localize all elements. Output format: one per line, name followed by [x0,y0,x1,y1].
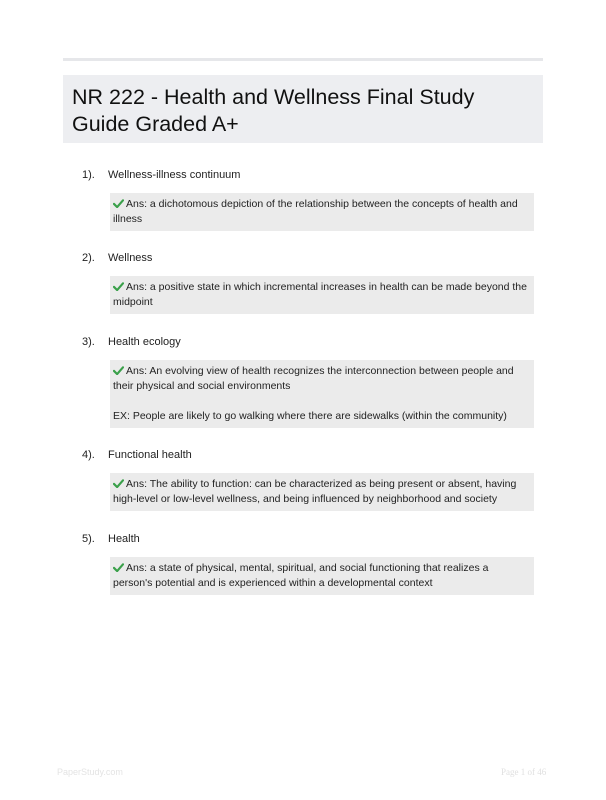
answer-box [110,360,534,428]
answer-box [110,193,534,231]
answer-box [110,473,534,511]
question-number: 5). [82,533,95,545]
question-term: Functional health [108,449,192,461]
answer-text: Ans: The ability to function: can be characterized as being present or absent, having high-level or low-level wellness, and being influenced by neighborhood and society [113,478,517,505]
answer-example: EX: People are likely to go walking where there are sidewalks (within the community) [113,410,507,422]
question-number: 3). [82,336,95,348]
top-divider [63,58,543,61]
question-number: 2). [82,252,95,264]
title-banner [63,75,543,143]
answer-text: Ans: a positive state in which incremental increases in health can be made beyond the midpoint [113,281,527,308]
answer-text: Ans: An evolving view of health recognizes the interconnection between people and their physical and social environments [113,365,514,392]
question-term: Health ecology [108,336,181,348]
question-term: Wellness-illness continuum [108,169,241,181]
page-number: Page 1 of 46 [501,767,547,777]
check-icon [113,479,124,488]
question-number: 4). [82,449,95,461]
answer-box [110,557,534,595]
page-title: NR 222 - Health and Wellness Final Study Guide Graded A+ [72,85,475,136]
check-icon [113,199,124,208]
question-term: Health [108,533,140,545]
answer-box [110,276,534,314]
answer-text: Ans: a dichotomous depiction of the relationship between the concepts of health and illness [113,198,518,225]
check-icon [113,563,124,572]
question-number: 1). [82,169,95,181]
check-icon [113,282,124,291]
answer-text: Ans: a state of physical, mental, spiritual, and social functioning that realizes a person's potential and is experienced within a developmental context [113,562,489,589]
check-icon [113,366,124,375]
question-term: Wellness [108,252,153,264]
watermark-text: PaperStudy.com [57,767,123,777]
